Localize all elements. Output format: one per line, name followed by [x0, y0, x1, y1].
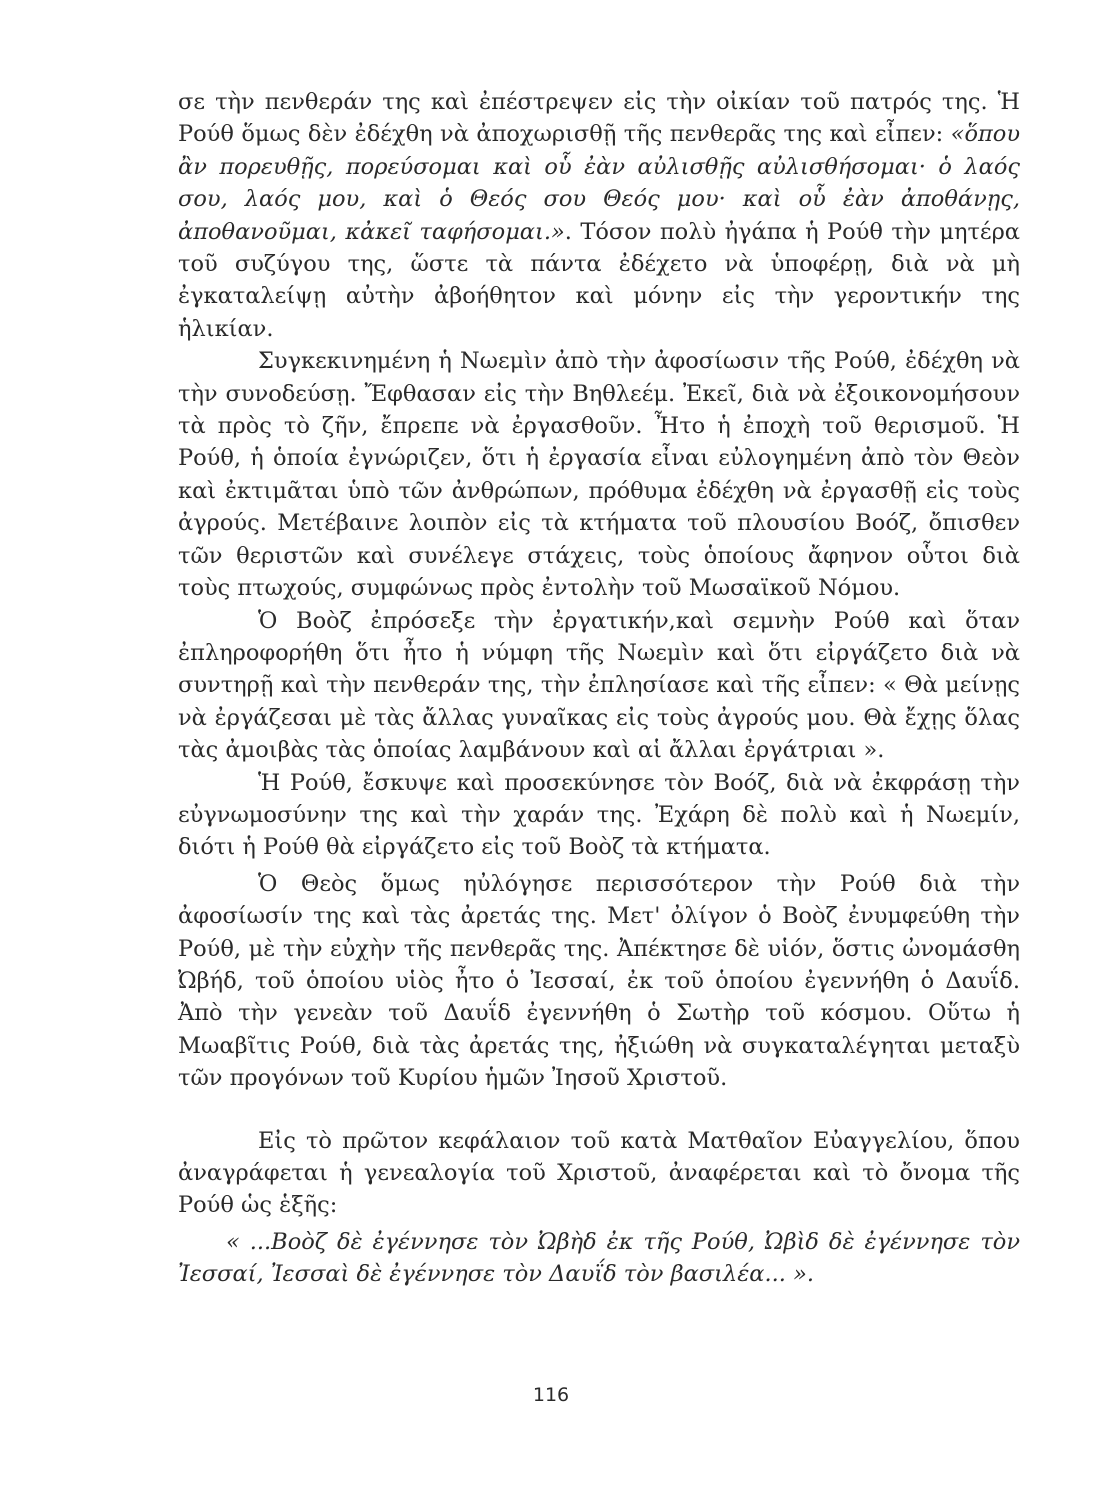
paragraph-3: Ὁ Βοὸζ ἐπρόσεξε τὴν ἐργατικήν,καὶ σεμνὴν Ρούθ καὶ ὅταν ἐπληροφορήθη ὅτι ἦτο ἡ νύμφη τῆς Νωεμὶν καὶ ὅτι εἰργάζετο διὰ νὰ συντηρῇ καὶ τὴν πενθεράν της, τὴν ἐπλησίασε καὶ τῆς εἶπεν: « Θὰ μείνῃς νὰ ἐργάζεσαι μὲ τὰς ἄλλας γυναῖκας εἰς τοὺς ἀγρούς μου. Θὰ ἔχῃς ὅλας τὰς ἀμοιβὰς τὰς ὁποίας λαμβάνουν καὶ αἱ ἄλλαι ἐργάτριαι ». — [178, 607, 1020, 764]
paragraph-6: Εἰς τὸ πρῶτον κεφάλαιον τοῦ κατὰ Ματθαῖον Εὐαγγελίου, ὅπου ἀναγράφεται ἡ γενεαλογία τοῦ Χριστοῦ, ἀναφέρεται καὶ τὸ ὄνομα τῆς Ρούθ ὡς ἑξῆς: — [178, 1127, 1020, 1219]
section-gap — [178, 1095, 1020, 1125]
paragraph-4: Ἡ Ρούθ, ἔσκυψε καὶ προσεκύνησε τὸν Βοόζ, διὰ νὰ ἐκφράσῃ τὴν εὐγνωμοσύνην της καὶ τὴν χαράν της. Ἐχάρη δὲ πολὺ καὶ ἡ Νωεμίν, διότι ἡ Ρούθ θὰ εἰργάζετο εἰς τοῦ Βοὸζ τὰ κτήματα. — [178, 769, 1020, 861]
page-number: 116 — [532, 1384, 570, 1406]
paragraph-1 — [178, 86, 1020, 345]
page-body — [178, 86, 1020, 1291]
paragraph-5: Ὁ Θεὸς ὅμως ηὐλόγησε περισσότερον τὴν Ρούθ διὰ τὴν ἀφοσίωσίν της καὶ τὰς ἀρετάς της. Μετ' ὀλίγον ὁ Βοὸζ ἐνυμφεύθη τὴν Ρούθ, μὲ τὴν εὐχὴν τῆς πενθερᾶς της. Ἀπέκτησε δὲ υἱόν, ὅστις ὠνομάσθη Ὠβήδ, τοῦ ὁποίου υἱὸς ἦτο ὁ Ἰεσσαί, ἐκ τοῦ ὁποίου ἐγεννήθη ὁ Δαυΐδ. Ἀπὸ τὴν γενεὰν τοῦ Δαυΐδ ἐγεννήθη ὁ Σωτὴρ τοῦ κόσμου. Οὕτω ἡ Μωαβῖτις Ρούθ, διὰ τὰς ἀρετάς της, ἠξιώθη νὰ συγκαταλέγηται μεταξὺ τῶν προγόνων τοῦ Κυρίου ἡμῶν Ἰησοῦ Χριστοῦ. — [178, 870, 1020, 1092]
paragraph-1-text-a: σε τὴν πενθεράν της καὶ ἐπέστρεψεν εἰς τὴν οἰκίαν τοῦ πατρός της. Ἡ Ρούθ ὅμως δὲν ἐδέχθη νὰ ἀποχωρισθῇ τῆς πενθερᾶς της καὶ εἶπεν: — [178, 89, 1020, 148]
paragraph-1-text-b: . Τόσον πολὺ ἠγάπα ἡ Ρούθ τὴν μητέρα τοῦ συζύγου της, ὥστε τὰ πάντα ἐδέχετο νὰ ὑποφέρῃ, διὰ νὰ μὴ ἐγκαταλείψῃ αὐτὴν ἀβοήθητον καὶ μόνην εἰς τὴν γεροντικήν της ἡλικίαν. — [178, 218, 1020, 342]
genealogy-quote: « ...Βοὸζ δὲ ἐγέννησε τὸν Ὠβὴδ ἐκ τῆς Ρούθ, Ὠβὶδ δὲ ἐγέννησε τὸν Ἰεσσαί, Ἰεσσαὶ δὲ ἐγέννησε τὸν Δαυΐδ τὸν βασιλέα... ». — [178, 1228, 1020, 1288]
paragraph-2: Συγκεκινημένη ἡ Νωεμὶν ἀπὸ τὴν ἀφοσίωσιν τῆς Ρούθ, ἐδέχθη νὰ τὴν συνοδεύσῃ. Ἔφθασαν εἰς τὴν Βηθλεέμ. Ἐκεῖ, διὰ νὰ ἐξοικονομήσουν τὰ πρὸς τὸ ζῆν, ἔπρεπε νὰ ἐργασθοῦν. Ἦτο ἡ ἐποχὴ τοῦ θερισμοῦ. Ἡ Ρούθ, ἡ ὁποία ἐγνώριζεν, ὅτι ἡ ἐργασία εἶναι εὐλογημένη ἀπὸ τὸν Θεὸν καὶ ἐκτιμᾶται ὑπὸ τῶν ἀνθρώπων, πρόθυμα ἐδέχθη νὰ ἐργασθῇ εἰς τοὺς ἀγρούς. Μετέβαινε λοιπὸν εἰς τὰ κτήματα τοῦ πλουσίου Βοόζ, ὄπισθεν τῶν θεριστῶν καὶ συνέλεγε στάχεις, τοὺς ὁποίους ἄφηνον οὗτοι διὰ τοὺς πτωχούς, συμφώνως πρὸς ἐντολὴν τοῦ Μωσαϊκοῦ Νόμου. — [178, 348, 1020, 602]
paragraph-1-quote: «ὅπου ἂν πορευθῇς, πορεύσομαι καὶ οὗ ἐὰν αὐλισθῇς αὐλισθήσομαι· ὁ λαός σου, λαός μου, καὶ ὁ Θεός σου Θεός μου· καὶ οὗ ἐὰν ἀποθάνῃς, ἀποθανοῦμαι, κἀκεῖ ταφήσομαι.» — [178, 121, 1020, 245]
